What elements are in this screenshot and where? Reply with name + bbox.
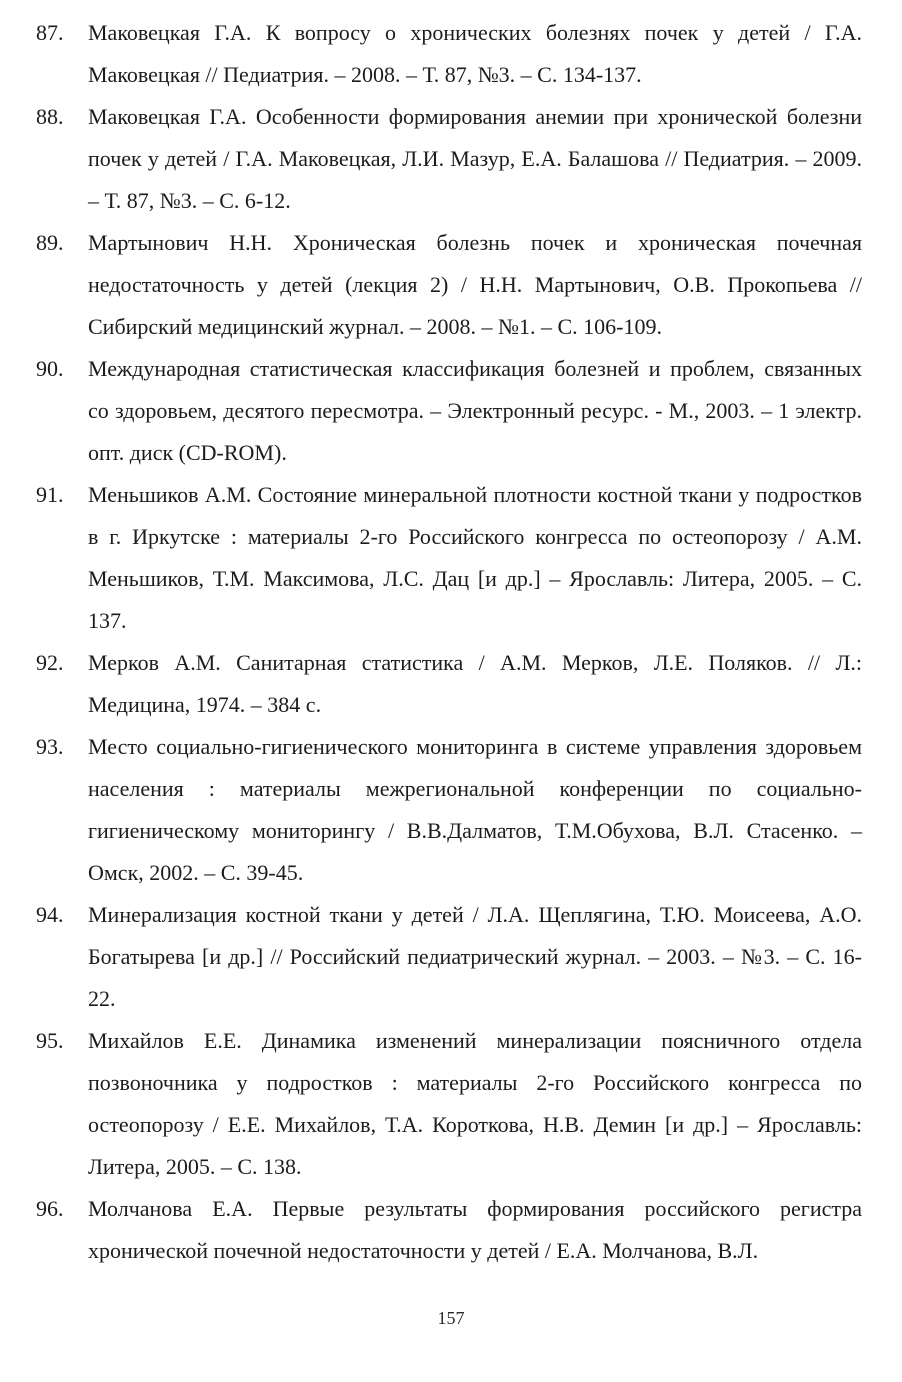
reference-text: Место социально-гигиенического мониторинга в системе управления здоровьем населения : материалы межрегиональной конференции по социально-гигиеническому мониторингу / В.В.Далматов, Т.М.Обухова, В.Л. Стасенко. – Омск, 2002. – С. 39-45.: [88, 734, 862, 885]
reference-text: Михайлов Е.Е. Динамика изменений минерализации поясничного отдела позвоночника у подростков : материалы 2-го Российского конгресса по остеопорозу / Е.Е. Михайлов, Т.А. Короткова, Н.В. Демин [и др.] – Ярославль: Литера, 2005. – С. 138.: [88, 1028, 862, 1179]
reference-text: Мартынович Н.Н. Хроническая болезнь почек и хроническая почечная недостаточность у детей (лекция 2) / Н.Н. Мартынович, О.В. Прокопьева // Сибирский медицинский журнал. – 2008. – №1. – С. 106-109.: [88, 230, 862, 339]
reference-item: [36, 1188, 862, 1272]
page-number: 157: [437, 1308, 465, 1328]
reference-number: 87.: [36, 20, 64, 45]
reference-text: Мерков А.М. Санитарная статистика / А.М. Мерков, Л.Е. Поляков. // Л.: Медицина, 1974. – 384 с.: [88, 650, 862, 717]
reference-text: Минерализация костной ткани у детей / Л.А. Щеплягина, Т.Ю. Моисеева, А.О. Богатырева [и др.] // Российский педиатрический журнал. – 2003. – №3. – С. 16-22.: [88, 902, 862, 1011]
reference-text: Меньшиков А.М. Состояние минеральной плотности костной ткани у подростков в г. Иркутске : материалы 2-го Российского конгресса по остеопорозу / А.М. Меньшиков, Т.М. Максимова, Л.С. Дац [и др.] – Ярославль: Литера, 2005. – С. 137.: [88, 482, 862, 633]
reference-text: Международная статистическая классификация болезней и проблем, связанных со здоровьем, десятого пересмотра. – Электронный ресурс. - М., 2003. – 1 электр. опт. диск (CD-ROM).: [88, 356, 862, 465]
reference-text: Молчанова Е.А. Первые результаты формирования российского регистра хронической почечной недостаточности у детей / Е.А. Молчанова, В.Л.: [88, 1196, 862, 1263]
reference-item: [36, 894, 862, 1020]
reference-number: 90.: [36, 356, 64, 381]
reference-number: 95.: [36, 1028, 64, 1053]
reference-item: [36, 12, 862, 96]
reference-number: 94.: [36, 902, 64, 927]
reference-number: 96.: [36, 1196, 64, 1221]
reference-item: [36, 96, 862, 222]
reference-text: Маковецкая Г.А. Особенности формирования анемии при хронической болезни почек у детей / Г.А. Маковецкая, Л.И. Мазур, Е.А. Балашова // Педиатрия. – 2009. – Т. 87, №3. – С. 6-12.: [88, 104, 862, 213]
reference-item: [36, 474, 862, 642]
reference-item: [36, 642, 862, 726]
reference-item: [36, 726, 862, 894]
reference-number: 92.: [36, 650, 64, 675]
reference-item: [36, 1020, 862, 1188]
reference-number: 93.: [36, 734, 64, 759]
reference-list: [36, 12, 862, 1272]
reference-item: [36, 348, 862, 474]
reference-text: Маковецкая Г.А. К вопросу о хронических болезнях почек у детей / Г.А. Маковецкая // Педиатрия. – 2008. – Т. 87, №3. – С. 134-137.: [88, 20, 862, 87]
reference-number: 88.: [36, 104, 64, 129]
reference-number: 91.: [36, 482, 64, 507]
reference-item: [36, 222, 862, 348]
reference-number: 89.: [36, 230, 64, 255]
